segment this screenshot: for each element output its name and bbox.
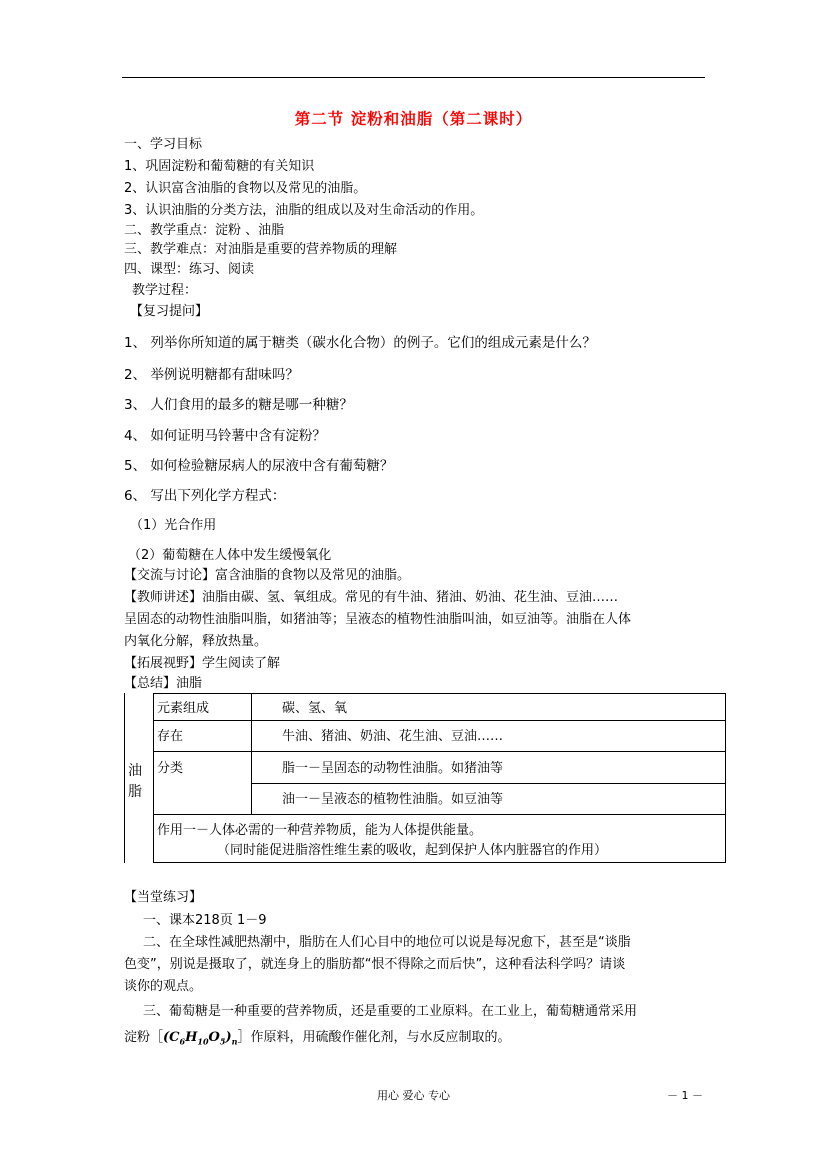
equation-photosynthesis: （1）光合作用 [130,518,217,533]
practice-heading: 【当堂练习】 [124,890,203,905]
practice-item: 二、在全球性减肥热潮中，脂肪在人们心目中的地位可以说是每况愈下，甚至是“谈脂 [143,935,631,950]
composition-value: 碳、氢、氧 [282,701,348,716]
practice-item-continued: 色变”，别说是摄取了，就连身上的脂肪都“恨不得除之而后快”，这种看法科学吗？请谈 [124,957,626,972]
practice-text: 淀粉［ [124,1030,164,1045]
review-question: 6、 写出下列化学方程式： [124,488,286,504]
classification-oil: 油一－呈液态的植物性油脂。如豆油等 [282,792,504,807]
review-question: 2、 举例说明糖都有甜味吗？ [124,367,299,383]
teacher-note-line: 【教师讲述】油脂由碳、氢、氧组成。常见的有牛油、猪油、奶油、花生油、豆油…… [124,590,619,605]
review-question: 5、 如何检验糖尿病人的尿液中含有葡萄糖？ [124,458,394,474]
equation-oxidation: （2）葡萄糖在人体中发生缓慢氧化 [128,548,332,563]
teacher-note-line: 呈固态的动物性油脂叫脂，如猪油等；呈液态的植物性油脂叫油，如豆油等。油脂在人体 [124,612,632,627]
objectives-heading: 一、学习目标 [124,137,203,152]
review-question: 3、 人们食用的最多的糖是哪一种糖？ [124,397,353,413]
page-title: 第二节 淀粉和油脂（第二课时） [294,110,533,128]
review-question: 4、 如何证明马铃薯中含有淀粉？ [124,428,326,444]
starch-formula: $(C_6H_{10}O_5)_n$ [163,1030,238,1047]
page-number: － 1 － [667,1089,703,1102]
expand-vision: 【拓展视野】学生阅读了解 [124,656,281,671]
header-rule [122,77,705,78]
key-points: 二、教学重点：淀粉 、油脂 [124,223,285,238]
objective-item: 2、认识富含油脂的食物以及常见的油脂。 [124,181,367,196]
composition-label: 元素组成 [157,701,210,716]
oil-summary-table [124,693,726,863]
practice-item-continued [124,1026,510,1047]
review-heading: 【复习提问】 [130,304,209,319]
objective-item: 1、巩固淀粉和葡萄糖的有关知识 [124,159,315,174]
lesson-type: 四、课型：练习、阅读 [124,262,255,277]
practice-item: 一、课本218页 1－9 [143,913,267,928]
teacher-note-line: 内氧化分解，释放热量。 [124,634,268,649]
classification-fat: 脂一－呈固态的动物性油脂。如猪油等 [282,761,504,776]
summary-heading: 【总结】油脂 [124,676,203,691]
classification-label: 分类 [157,761,184,776]
existence-label: 存在 [157,729,184,744]
table-side-label: 脂 [128,784,142,800]
practice-text: ］作原料，用硫酸作催化剂，与水反应制取的。 [237,1030,511,1045]
footer-motto: 用心 爱心 专心 [377,1089,450,1102]
function-text: 作用一－人体必需的一种营养物质，能为人体提供能量。 [157,823,483,838]
table-side-label: 油 [128,763,142,779]
objective-item: 3、认识油脂的分类方法，油脂的组成以及对生命活动的作用。 [124,203,484,218]
review-question: 1、 列举你所知道的属于糖类（碳水化合物）的例子。它们的组成元素是什么？ [124,335,596,351]
process-label: 教学过程： [132,283,198,298]
function-note: （同时能促进脂溶性维生素的吸收，起到保护人体内脏器官的作用） [217,843,608,858]
exchange-discussion: 【交流与讨论】富含油脂的食物以及常见的油脂。 [124,568,411,583]
existence-value: 牛油、猪油、奶油、花生油、豆油…… [282,729,504,744]
difficulty: 三、教学难点：对油脂是重要的营养物质的理解 [124,242,398,257]
practice-item: 三、葡萄糖是一种重要的营养物质，还是重要的工业原料。在工业上，葡萄糖通常采用 [143,1004,638,1019]
practice-item-continued: 谈你的观点。 [124,979,203,994]
